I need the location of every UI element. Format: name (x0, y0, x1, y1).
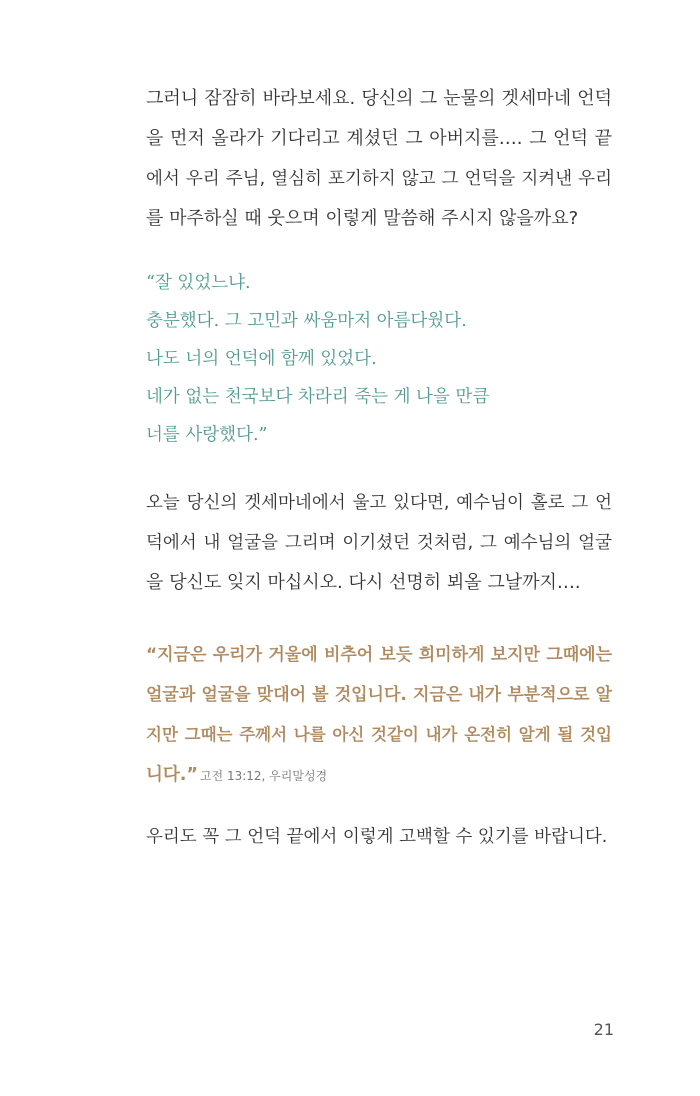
poem-line: “잘 있었느냐. (146, 273, 251, 293)
scripture-reference: 고전 13:12, 우리말성경 (199, 769, 328, 783)
scripture-line: 니다.” (146, 765, 198, 785)
paragraph-line: 덕에서 내 얼굴을 그리며 이기셨던 것처럼, 그 예수님의 얼굴 (146, 533, 612, 553)
paragraph-line: 그러니 잠잠히 바라보세요. 당신의 그 눈물의 겟세마네 언덕 (146, 88, 612, 109)
poem-line: 네가 없는 천국보다 차라리 죽는 게 나을 만큼 (146, 387, 490, 407)
paragraph-line: 오늘 당신의 겟세마네에서 울고 있다면, 예수님이 홀로 그 언 (146, 493, 612, 513)
scripture-line: “지금은 우리가 거울에 비추어 보듯 희미하게 보지만 그때에는 (146, 645, 612, 665)
paragraph-line: 을 당신도 잊지 마십시오. 다시 선명히 뵈올 그날까지…. (146, 572, 581, 593)
paragraph-line: 우리도 꼭 그 언덕 끝에서 이렇게 고백할 수 있기를 바랍니다. (146, 827, 608, 847)
poem-line: 너를 사랑했다.” (146, 425, 268, 445)
scripture-line: 지만 그때는 주께서 나를 아신 것같이 내가 온전히 알게 될 것입 (146, 725, 612, 744)
paragraph-line: 을 먼저 올라가 기다리고 계셨던 그 아버지를…. 그 언덕 끝 (146, 128, 612, 149)
page-number: 21 (593, 1020, 614, 1039)
paragraph-line: 를 마주하실 때 웃으며 이렇게 말씀해 주시지 않을까요? (146, 208, 579, 229)
scripture-line: 얼굴과 얼굴을 맞대어 볼 것입니다. 지금은 내가 부분적으로 알 (146, 685, 612, 705)
paragraph-line: 에서 우리 주님, 열심히 포기하지 않고 그 언덕을 지켜낸 우리 (146, 169, 612, 189)
poem-line: 나도 너의 언덕에 함께 있었다. (146, 349, 377, 369)
scripture-last-line (146, 760, 327, 790)
poem-line: 충분했다. 그 고민과 싸움마저 아름다웠다. (146, 311, 467, 331)
